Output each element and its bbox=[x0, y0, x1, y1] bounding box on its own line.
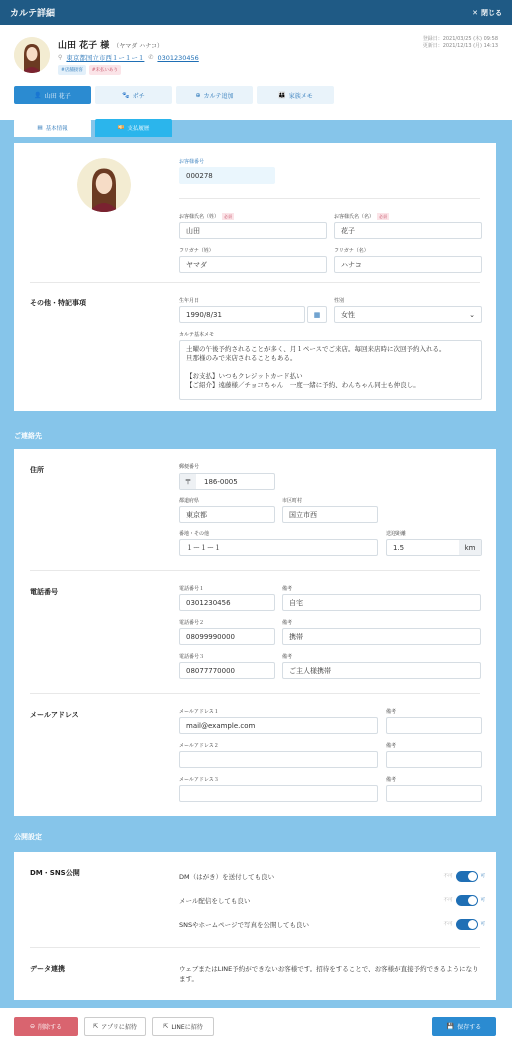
street-field[interactable]: １ー１ー１ bbox=[179, 539, 378, 556]
publish-card bbox=[14, 852, 496, 1000]
birth-label: 生年月日 bbox=[179, 298, 200, 304]
phone-label: 電話番号２ bbox=[179, 620, 205, 626]
phone-field[interactable]: 08099990000 bbox=[179, 628, 275, 645]
mail-note-label: 備考 bbox=[386, 709, 397, 715]
save-label: 保存する bbox=[457, 1024, 482, 1031]
nav-family-label: 家族メモ bbox=[288, 92, 313, 100]
postal-mark-icon: 〒 bbox=[180, 474, 196, 489]
phone-note-label: 備考 bbox=[282, 620, 293, 626]
zip-label: 郵便番号 bbox=[179, 464, 200, 470]
close-button[interactable] bbox=[472, 8, 502, 18]
tab-payment-label: 支払履歴 bbox=[127, 126, 150, 132]
toggle-label: DM（はがき）を送付しても良い bbox=[179, 872, 275, 881]
phone-title: 電話番号 bbox=[30, 588, 58, 596]
save-button[interactable] bbox=[432, 1017, 496, 1036]
memo-line: 土曜の午後予約されることが多く、月１ペースでご来店。毎回来店時に次回予約入れる。 bbox=[186, 345, 446, 353]
nav-customer-label: 山田 花子 bbox=[44, 92, 71, 100]
phone-link[interactable]: 0301230456 bbox=[157, 53, 199, 62]
toggle-on-label: 可 bbox=[480, 898, 485, 903]
mail-label: メールアドレス１ bbox=[179, 709, 219, 715]
phone-note-field[interactable]: 携帯 bbox=[282, 628, 481, 645]
mail-label: メールアドレス２ bbox=[179, 743, 219, 749]
data-link-title: データ連携 bbox=[30, 965, 65, 973]
mail-title: メールアドレス bbox=[30, 711, 79, 719]
avatar-large bbox=[77, 158, 131, 212]
mail-note-label: 備考 bbox=[386, 777, 397, 783]
dm-toggle-switch[interactable] bbox=[456, 871, 478, 882]
zip-value: 186-0005 bbox=[204, 477, 238, 486]
address-title: 住所 bbox=[30, 466, 44, 474]
customer-no-label: お客様番号 bbox=[179, 159, 205, 165]
nav-customer[interactable] bbox=[14, 86, 91, 104]
chevron-down-icon: ⌄ bbox=[469, 310, 475, 319]
zip-field[interactable] bbox=[179, 473, 275, 490]
pref-label: 都道府県 bbox=[179, 498, 200, 504]
memo-line: 【お支払】いつもクレジットカード払い bbox=[186, 372, 303, 380]
address-link[interactable]: 東京都国立市西１ー１ー１ bbox=[66, 54, 145, 62]
city-field[interactable]: 国立市西 bbox=[282, 506, 378, 523]
line-invite-button[interactable] bbox=[152, 1017, 214, 1036]
tab-basic-label: 基本情報 bbox=[45, 126, 68, 132]
birth-field[interactable]: 1990/8/31 bbox=[179, 306, 305, 323]
first-kana-field[interactable]: ハナコ bbox=[334, 256, 482, 273]
mail-field[interactable] bbox=[179, 751, 378, 768]
other-notes-title: その他・特記事項 bbox=[30, 299, 86, 307]
mail-note-field[interactable] bbox=[386, 717, 482, 734]
gender-select[interactable] bbox=[334, 306, 482, 323]
toggle-label: SNSやホームページで写真を公開しても良い bbox=[179, 920, 309, 929]
minus-circle-icon: ⊖ bbox=[29, 1023, 35, 1030]
location-icon: ⚲ bbox=[58, 54, 63, 61]
data-link-text: ウェブまたはLINE予約ができないお客様です。招待をすることで、お客様が直接予約できるようになります。 bbox=[179, 965, 479, 983]
phone-note-label: 備考 bbox=[282, 586, 293, 592]
avatar bbox=[14, 37, 50, 73]
nav-pet-label: ポチ bbox=[132, 92, 145, 100]
required-badge: 必須 bbox=[224, 214, 233, 219]
plus-circle-icon: ⊕ bbox=[195, 91, 201, 99]
last-name-field[interactable]: 山田 bbox=[179, 222, 327, 239]
nav-add-karte[interactable] bbox=[176, 86, 253, 104]
tag-badge: #店舗接客 bbox=[58, 65, 86, 75]
gender-label: 性別 bbox=[334, 298, 345, 304]
basic-info-card bbox=[14, 143, 496, 411]
toggle-off-label: 不可 bbox=[443, 922, 453, 927]
first-kana-label: フリガナ（名） bbox=[334, 248, 369, 254]
mail-field[interactable]: mail@example.com bbox=[179, 717, 378, 734]
nav-pet[interactable] bbox=[95, 86, 172, 104]
toggle-on-label: 可 bbox=[480, 874, 485, 879]
distance-label: 送迎距離 bbox=[386, 531, 407, 537]
app-invite-button[interactable] bbox=[84, 1017, 146, 1036]
window-title: カルテ詳細 bbox=[10, 9, 56, 19]
user-icon: 👤 bbox=[34, 91, 42, 99]
registered-date: 登録日：2021/03/25 (木) 09:58 bbox=[422, 36, 498, 42]
mail-label: メールアドレス３ bbox=[179, 777, 219, 783]
toggle-row bbox=[179, 869, 485, 883]
toggle-row bbox=[179, 893, 485, 907]
distance-value: 1.5 bbox=[393, 543, 405, 552]
contact-card bbox=[14, 449, 496, 816]
title-bar bbox=[0, 0, 512, 25]
toggle-label: メール配信をしても良い bbox=[179, 896, 251, 905]
distance-unit: km bbox=[459, 540, 481, 555]
close-label: 閉じる bbox=[481, 8, 502, 17]
last-kana-label: フリガナ（姓） bbox=[179, 248, 214, 254]
calendar-icon[interactable]: ▦ bbox=[307, 306, 327, 323]
family-icon: 👪 bbox=[278, 91, 286, 99]
city-label: 市区町村 bbox=[282, 498, 303, 504]
contact-section-title: ご連絡先 bbox=[14, 432, 42, 440]
dm-sns-title: DM・SNS公開 bbox=[30, 869, 80, 877]
money-icon: 💴 bbox=[117, 125, 125, 131]
distance-field[interactable] bbox=[386, 539, 482, 556]
tab-basic-info[interactable] bbox=[14, 119, 91, 137]
app-invite-label: アプリに招待 bbox=[101, 1024, 137, 1031]
customer-kana: （ヤマダ ハナコ） bbox=[113, 43, 163, 50]
memo-textarea[interactable] bbox=[179, 340, 482, 400]
mail-note-field[interactable] bbox=[386, 751, 482, 768]
toggle-row bbox=[179, 917, 485, 931]
delete-button[interactable] bbox=[14, 1017, 78, 1036]
phone-note-label: 備考 bbox=[282, 654, 293, 660]
sns-toggle-switch[interactable] bbox=[456, 919, 478, 930]
phone-icon: ✆ bbox=[148, 54, 154, 61]
memo-line: 【ご紹介】遠藤様／チョコちゃん 一度一緒に予約、わんちゃん同士も仲良し。 bbox=[186, 381, 420, 389]
delete-label: 削除する bbox=[38, 1024, 63, 1031]
line-invite-label: LINEに招待 bbox=[171, 1024, 203, 1031]
gender-value: 女性 bbox=[341, 310, 355, 319]
phone-field[interactable]: 0301230456 bbox=[179, 594, 275, 611]
toggle-off-label: 不可 bbox=[443, 874, 453, 879]
mail-note-label: 備考 bbox=[386, 743, 397, 749]
phone-note-field[interactable]: ご主人様携帯 bbox=[282, 662, 481, 679]
first-name-label: お客様氏名（名） bbox=[334, 214, 375, 220]
mail-field[interactable] bbox=[179, 785, 378, 802]
updated-date: 更新日：2021/12/13 (月) 14:13 bbox=[422, 43, 498, 49]
tab-payment-history[interactable] bbox=[95, 119, 172, 137]
paw-icon: 🐾 bbox=[122, 91, 130, 99]
required-badge: 必須 bbox=[379, 214, 388, 219]
nav-add-label: カルテ追加 bbox=[203, 92, 234, 100]
close-icon: ✕ bbox=[472, 8, 478, 17]
footer-bar bbox=[0, 1008, 512, 1042]
last-kana-field[interactable]: ヤマダ bbox=[179, 256, 327, 273]
external-link-icon: ⇱ bbox=[163, 1023, 169, 1030]
external-link-icon: ⇱ bbox=[93, 1023, 99, 1030]
mail-toggle-switch[interactable] bbox=[456, 895, 478, 906]
memo-line: 旦那様のみで来店されることもある。 bbox=[186, 354, 297, 362]
phone-label: 電話番号１ bbox=[179, 586, 205, 592]
customer-name: 山田 花子 様 bbox=[58, 41, 110, 51]
first-name-field[interactable]: 花子 bbox=[334, 222, 482, 239]
phone-note-field[interactable]: 自宅 bbox=[282, 594, 481, 611]
toggle-on-label: 可 bbox=[480, 922, 485, 927]
pref-field[interactable]: 東京都 bbox=[179, 506, 275, 523]
phone-label: 電話番号３ bbox=[179, 654, 205, 660]
publish-section-title: 公開設定 bbox=[14, 833, 42, 841]
phone-field[interactable]: 08077770000 bbox=[179, 662, 275, 679]
save-icon: 💾 bbox=[446, 1023, 455, 1030]
nav-family-memo[interactable] bbox=[257, 86, 334, 104]
customer-header bbox=[0, 25, 512, 120]
mail-note-field[interactable] bbox=[386, 785, 482, 802]
list-icon: ▤ bbox=[37, 125, 43, 131]
tag-badge: #未払いあり bbox=[89, 65, 121, 75]
toggle-off-label: 不可 bbox=[443, 898, 453, 903]
customer-no-field: 000278 bbox=[179, 167, 275, 184]
last-name-label: お客様氏名（姓） bbox=[179, 214, 220, 220]
street-label: 番地・その他 bbox=[179, 531, 210, 537]
memo-label: カルテ基本メモ bbox=[179, 332, 215, 338]
